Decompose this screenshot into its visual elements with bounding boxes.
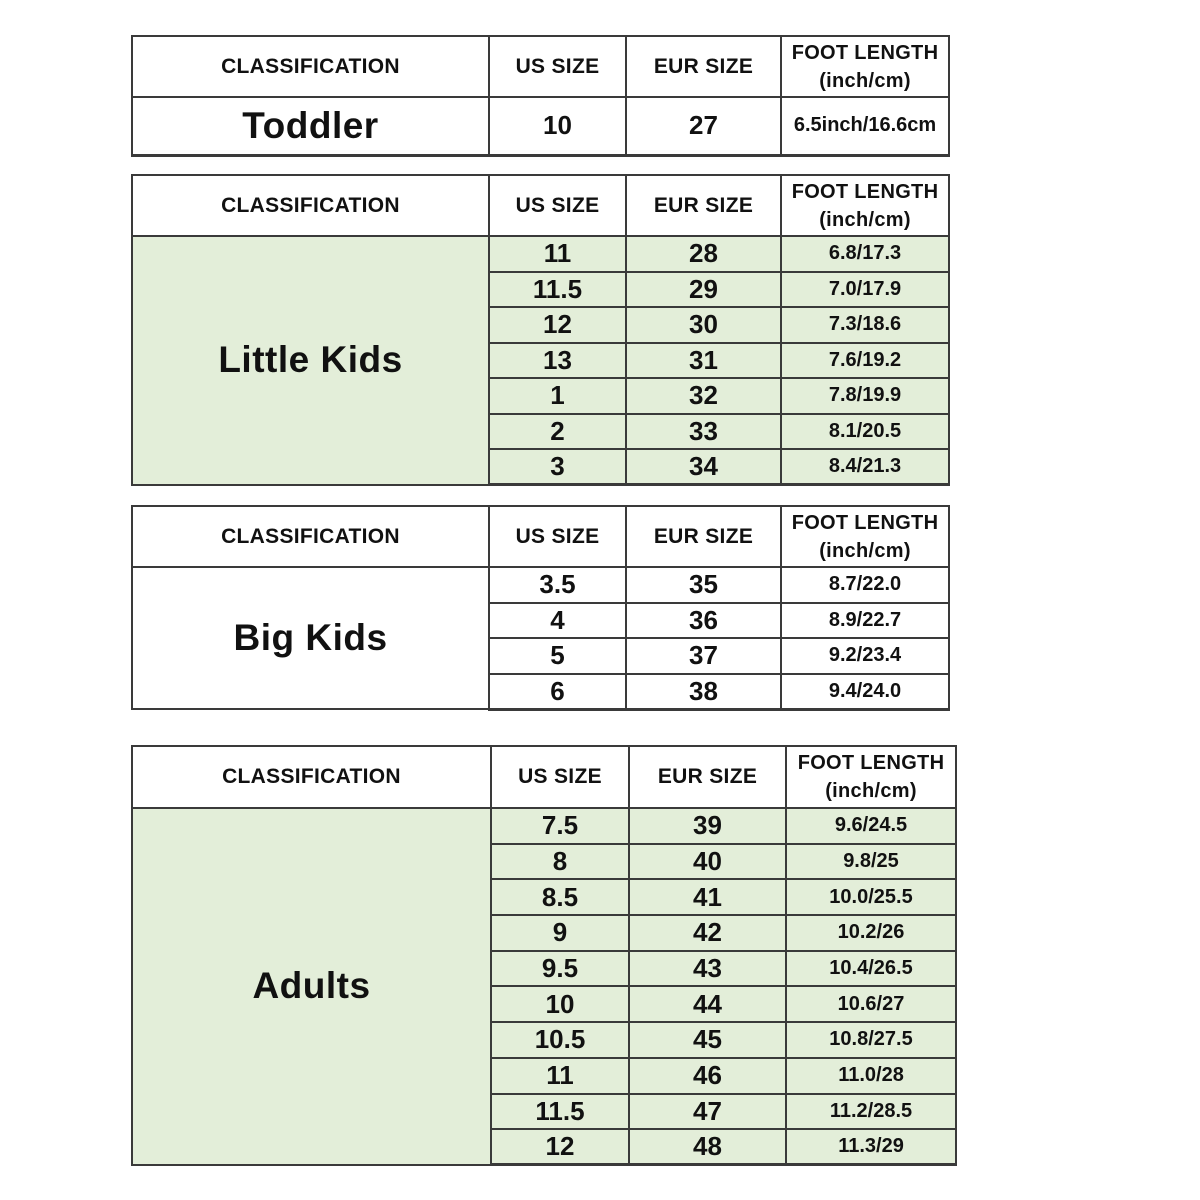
foot-length-value: 8.9/22.7 <box>781 603 949 639</box>
foot-length-value: 10.6/27 <box>786 986 956 1022</box>
eur-size-value: 43 <box>629 951 786 987</box>
us-size-value: 11 <box>491 1058 629 1094</box>
classification-header: CLASSIFICATION <box>132 175 489 236</box>
foot-length-header-line2: (inch/cm) <box>819 539 911 562</box>
us-size-value: 1 <box>489 378 626 414</box>
foot-length-value: 7.3/18.6 <box>781 307 949 343</box>
size-table-big-kids <box>131 505 950 711</box>
table-header-row <box>132 36 949 97</box>
foot-length-value: 8.1/20.5 <box>781 414 949 450</box>
eur-size-value: 47 <box>629 1094 786 1130</box>
foot-length-value: 6.5inch/16.6cm <box>781 97 949 155</box>
table-row <box>132 236 949 272</box>
table-header-row <box>132 506 949 567</box>
foot-length-value: 10.8/27.5 <box>786 1022 956 1058</box>
us-size-value: 12 <box>491 1129 629 1165</box>
us-size-value: 4 <box>489 603 626 639</box>
classification-label: Big Kids <box>132 567 489 709</box>
foot-length-header-line2: (inch/cm) <box>825 780 917 802</box>
us-size-value: 7.5 <box>491 808 629 844</box>
eur-size-value: 48 <box>629 1129 786 1165</box>
eur-size-value: 46 <box>629 1058 786 1094</box>
foot-length-value: 10.2/26 <box>786 915 956 951</box>
eur-size-value: 33 <box>626 414 781 450</box>
foot-length-header-line1: FOOT LENGTH <box>797 752 945 774</box>
eur-size-value: 38 <box>626 674 781 710</box>
classification-label: Toddler <box>132 97 489 155</box>
us-size-value: 11 <box>489 236 626 272</box>
table-header-row <box>132 746 956 808</box>
foot-length-value: 9.8/25 <box>786 844 956 880</box>
foot-length-value: 9.2/23.4 <box>781 638 949 674</box>
size-table-adults <box>131 745 957 1166</box>
foot-length-value: 7.8/19.9 <box>781 378 949 414</box>
eur-size-value: 35 <box>626 567 781 603</box>
foot-length-header-line2: (inch/cm) <box>819 208 911 231</box>
classification-header: CLASSIFICATION <box>132 746 491 808</box>
table-header-row <box>132 175 949 236</box>
us-size-value: 9.5 <box>491 951 629 987</box>
us-size-value: 2 <box>489 414 626 450</box>
eur-size-value: 29 <box>626 272 781 308</box>
eur-size-value: 42 <box>629 915 786 951</box>
size-table-little-kids <box>131 174 950 486</box>
foot-length-value: 9.4/24.0 <box>781 674 949 710</box>
foot-length-value: 10.4/26.5 <box>786 951 956 987</box>
table-row <box>132 808 956 844</box>
eur-size-value: 44 <box>629 986 786 1022</box>
foot-length-value: 11.2/28.5 <box>786 1094 956 1130</box>
eur-size-value: 41 <box>629 879 786 915</box>
foot-length-header-line2: (inch/cm) <box>819 69 911 92</box>
eur-size-header: EUR SIZE <box>629 746 786 808</box>
eur-size-value: 36 <box>626 603 781 639</box>
eur-size-value: 32 <box>626 378 781 414</box>
foot-length-value: 10.0/25.5 <box>786 879 956 915</box>
foot-length-value: 8.4/21.3 <box>781 449 949 485</box>
eur-size-header: EUR SIZE <box>626 175 781 236</box>
table-row <box>132 97 949 155</box>
us-size-value: 8.5 <box>491 879 629 915</box>
us-size-value: 9 <box>491 915 629 951</box>
us-size-value: 3.5 <box>489 567 626 603</box>
us-size-value: 11.5 <box>489 272 626 308</box>
us-size-header: US SIZE <box>489 36 626 97</box>
us-size-header: US SIZE <box>489 506 626 567</box>
us-size-value: 3 <box>489 449 626 485</box>
classification-header: CLASSIFICATION <box>132 506 489 567</box>
classification-label: Adults <box>132 808 491 1165</box>
foot-length-value: 7.6/19.2 <box>781 343 949 379</box>
foot-length-header-line1: FOOT LENGTH <box>791 180 939 203</box>
us-size-value: 11.5 <box>491 1094 629 1130</box>
us-size-value: 5 <box>489 638 626 674</box>
us-size-header: US SIZE <box>489 175 626 236</box>
foot-length-header-line1: FOOT LENGTH <box>791 41 939 64</box>
foot-length-value: 9.6/24.5 <box>786 808 956 844</box>
classification-label: Little Kids <box>132 236 489 485</box>
eur-size-value: 31 <box>626 343 781 379</box>
us-size-value: 12 <box>489 307 626 343</box>
foot-length-header-line1: FOOT LENGTH <box>791 511 939 534</box>
us-size-header: US SIZE <box>491 746 629 808</box>
eur-size-value: 30 <box>626 307 781 343</box>
foot-length-header <box>781 506 949 567</box>
eur-size-value: 34 <box>626 449 781 485</box>
eur-size-header: EUR SIZE <box>626 506 781 567</box>
eur-size-value: 27 <box>626 97 781 155</box>
us-size-value: 13 <box>489 343 626 379</box>
eur-size-value: 28 <box>626 236 781 272</box>
us-size-value: 10 <box>491 986 629 1022</box>
us-size-value: 10 <box>489 97 626 155</box>
foot-length-value: 6.8/17.3 <box>781 236 949 272</box>
us-size-value: 8 <box>491 844 629 880</box>
foot-length-value: 8.7/22.0 <box>781 567 949 603</box>
foot-length-header <box>786 746 956 808</box>
eur-size-value: 37 <box>626 638 781 674</box>
foot-length-value: 7.0/17.9 <box>781 272 949 308</box>
foot-length-header <box>781 175 949 236</box>
eur-size-header: EUR SIZE <box>626 36 781 97</box>
foot-length-header <box>781 36 949 97</box>
foot-length-value: 11.0/28 <box>786 1058 956 1094</box>
foot-length-value: 11.3/29 <box>786 1129 956 1165</box>
us-size-value: 6 <box>489 674 626 710</box>
us-size-value: 10.5 <box>491 1022 629 1058</box>
table-row <box>132 567 949 603</box>
size-table-toddler <box>131 35 950 157</box>
eur-size-value: 39 <box>629 808 786 844</box>
classification-header: CLASSIFICATION <box>132 36 489 97</box>
eur-size-value: 40 <box>629 844 786 880</box>
eur-size-value: 45 <box>629 1022 786 1058</box>
